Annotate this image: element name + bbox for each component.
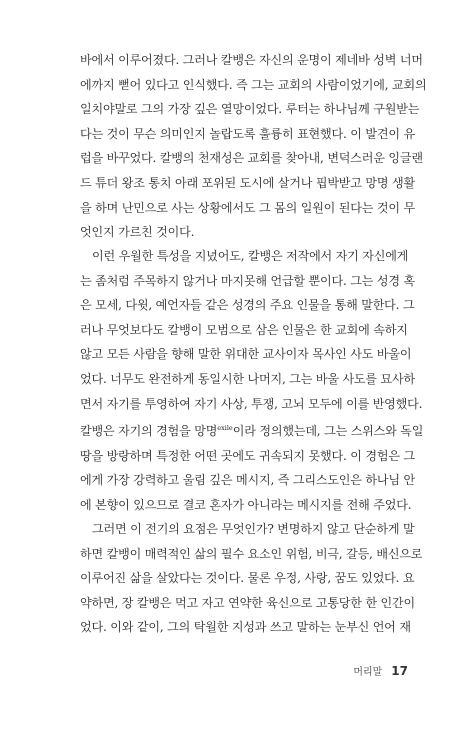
text-line: 않고 모든 사람을 향해 말한 위대한 교사이자 목사인 사도 바울이 bbox=[80, 347, 412, 362]
running-head: 머리말 bbox=[353, 667, 383, 678]
text-line: 에게 가장 강력하고 울림 깊은 메시지, 즉 그리스도인은 하나님 안 bbox=[80, 473, 415, 488]
page-footer bbox=[353, 663, 408, 678]
text-line: 었다. 너무도 완전하게 동일시한 나머지, 그는 바울 사도를 묘사하 bbox=[80, 371, 415, 386]
text-line: 을 하며 난민으로 사는 상황에서도 그 몸의 일원이 된다는 것이 무 bbox=[80, 200, 415, 215]
text-line: 은 모세, 다윗, 예언자들 같은 성경의 주요 인물을 통해 말한다. 그 bbox=[80, 298, 415, 313]
text-line: 면서 자기를 투영하여 자기 사상, 투쟁, 고뇌 모두에 이를 반영했다. bbox=[80, 396, 423, 411]
text-fragment: 칼뱅은 자기의 경험을 망명 bbox=[80, 424, 218, 439]
text-line: 는 좀처럼 주목하지 않거나 마지못해 언급할 뿐이다. 그는 성경 혹 bbox=[80, 273, 415, 288]
paragraph-2 bbox=[80, 244, 424, 518]
text-line: 바에서 이루어졌다. 그러나 칼뱅은 자신의 운명이 제네바 성벽 너머 bbox=[80, 53, 423, 67]
text-line: 엇인지 가르친 것이다. bbox=[80, 225, 195, 240]
text-line: 그러면 이 전기의 요점은 무엇인가? 변명하지 않고 단순하게 말 bbox=[92, 522, 415, 536]
text-line: 러나 무엇보다도 칼뱅이 모범으로 삼은 인물은 한 교회에 속하지 bbox=[80, 322, 408, 337]
text-line: 일치야말로 그의 가장 깊은 열망이었다. 루터는 하나님께 구원받는 bbox=[80, 102, 420, 117]
text-line: 에까지 뻗어 있다고 인식했다. 즉 그는 교회의 사람이었기에, 교회의 bbox=[80, 77, 427, 92]
text-line: 다는 것이 무슨 의미인지 놀랍도록 훌륭히 표현했다. 이 발견이 유 bbox=[80, 126, 415, 141]
text-line: 땅을 방랑하며 특정한 어떤 곳에도 귀속되지 못했다. 이 경험은 그 bbox=[80, 448, 415, 463]
text-line: 드 튜더 왕조 통치 아래 포위된 도시에 살거나 핍박받고 망명 생활 bbox=[80, 175, 415, 190]
text-line: 이루어진 삶을 살았다는 것이다. 물론 우정, 사랑, 꿈도 있었다. 요 bbox=[80, 571, 415, 586]
paragraph-3 bbox=[80, 517, 423, 640]
text-fragment: 이라 정의했는데, 그는 스위스와 독일 bbox=[232, 424, 424, 439]
text-line: 하면 칼뱅이 매력적인 삶의 필수 요소인 위험, 비극, 갈등, 배신으로 bbox=[80, 546, 423, 561]
text-line: 럽을 바꾸었다. 칼뱅의 천재성은 교회를 찾아내, 변덕스러운 잉글랜 bbox=[80, 151, 423, 166]
paragraph-1 bbox=[80, 48, 427, 245]
text-line: 었다. 이와 같이, 그의 탁월한 지성과 쓰고 말하는 눈부신 언어 재 bbox=[80, 620, 411, 635]
page-number: 17 bbox=[391, 664, 408, 678]
superscript-exile: exile bbox=[217, 424, 233, 433]
text-line: 이런 우월한 특성을 지녔어도, 칼뱅은 저작에서 자기 자신에게 bbox=[92, 249, 409, 263]
text-line: 약하면, 장 칼뱅은 먹고 자고 연약한 육신으로 고통당한 한 인간이 bbox=[80, 595, 415, 610]
text-line-with-superscript bbox=[80, 416, 424, 444]
text-line: 에 본향이 있으므로 결코 혼자가 아니라는 메시지를 전해 주었다. bbox=[80, 497, 412, 512]
